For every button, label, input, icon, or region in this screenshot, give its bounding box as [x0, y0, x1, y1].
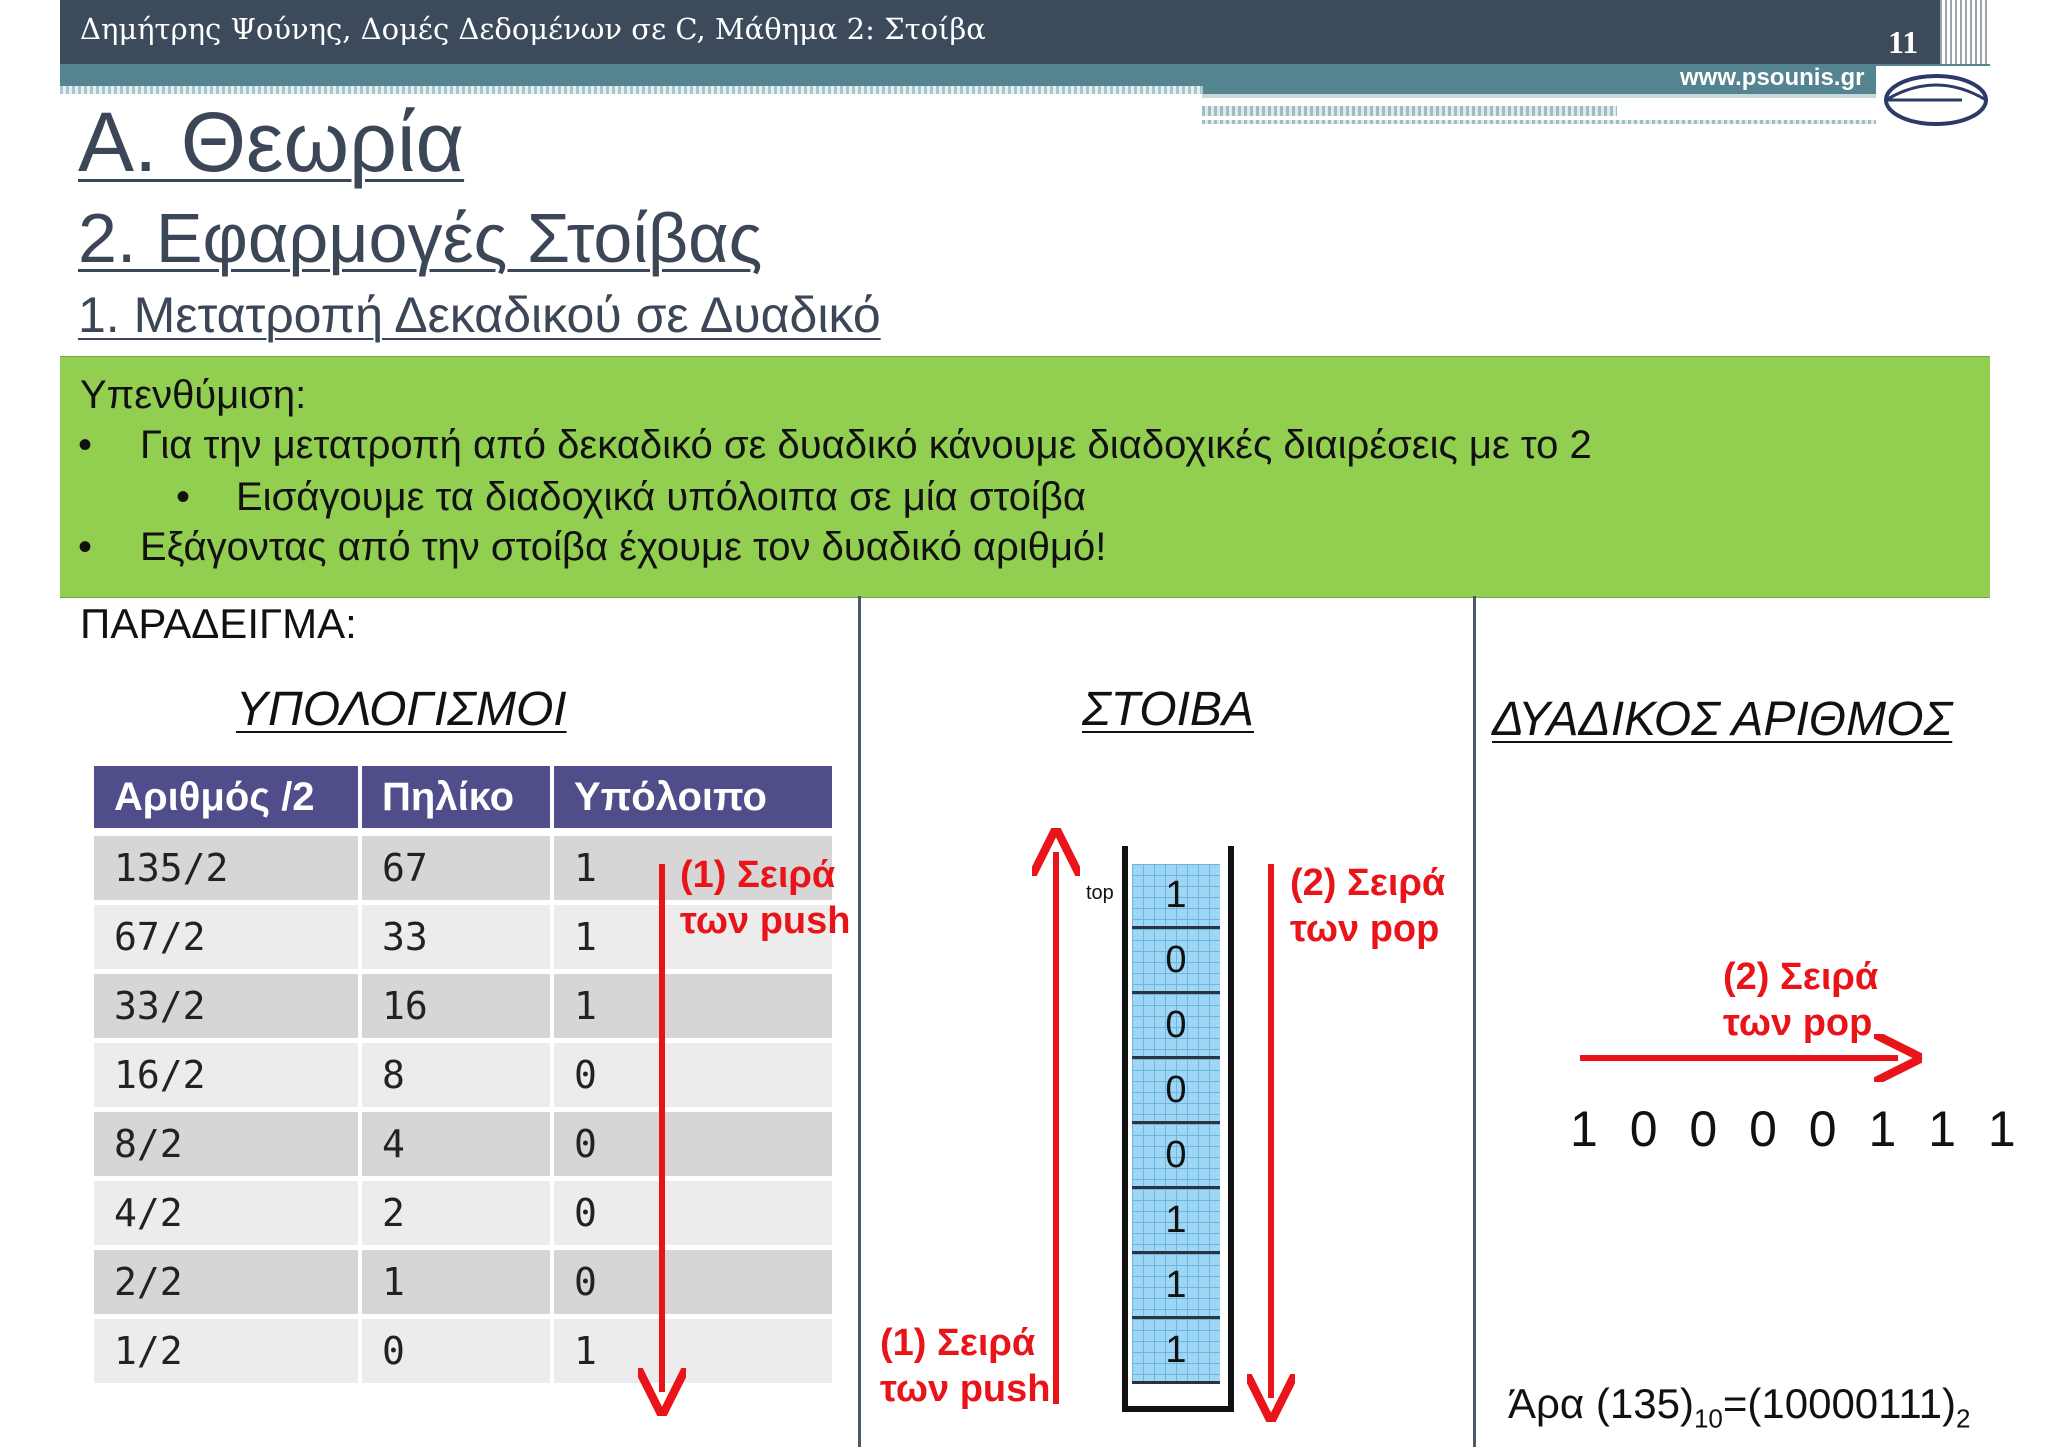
website-url: www.psounis.gr	[1680, 64, 1865, 91]
cell-quotient: 33	[360, 903, 552, 972]
column-header-remainder: Υπόλοιπο	[552, 766, 832, 832]
calculations-title: ΥΠΟΛΟΓΙΣΜΟΙ	[236, 683, 567, 736]
subsection-heading: 2. Εφαρμογές Στοίβας	[78, 199, 763, 277]
pop-order-label	[1290, 860, 1445, 952]
cell-division: 67/2	[94, 903, 360, 972]
result-prefix: Άρα (135)	[1508, 1380, 1694, 1427]
table-row	[94, 1248, 832, 1317]
cell-remainder: 1	[552, 1317, 832, 1386]
table-row	[94, 972, 832, 1041]
binary-title: ΔΥΑΔΙΚΟΣ ΑΡΙΘΜΟΣ	[1492, 693, 1953, 746]
push-order-label-line1: (1) Σειρά	[880, 1322, 1036, 1364]
cell-quotient: 2	[360, 1179, 552, 1248]
stack-cell: 1	[1132, 1189, 1220, 1254]
pop-order-label-line1: (2) Σειρά	[1723, 956, 1879, 998]
cell-remainder: 0	[552, 1041, 832, 1110]
result-base-10: 10	[1693, 1403, 1723, 1434]
slide-number: 11	[1888, 24, 1919, 60]
conversion-result	[1508, 1380, 1970, 1434]
bullet-icon: •	[78, 423, 93, 467]
cell-remainder: 0	[552, 1248, 832, 1317]
stack-title: ΣΤΟΙΒΑ	[1082, 683, 1254, 736]
push-order-label-line2: των push	[880, 1368, 1051, 1410]
cell-division: 1/2	[94, 1317, 360, 1386]
column-divider	[1473, 596, 1476, 1447]
stack-cell: 0	[1132, 1124, 1220, 1189]
cell-division: 16/2	[94, 1041, 360, 1110]
table-row	[94, 1110, 832, 1179]
section-heading: Α. Θεωρία	[78, 95, 465, 189]
stack-cell: 0	[1132, 994, 1220, 1059]
push-order-label-stack	[880, 1320, 1050, 1412]
column-header-quotient: Πηλίκο	[360, 766, 552, 832]
cell-remainder: 1	[552, 972, 832, 1041]
pop-order-label-binary	[1723, 954, 1878, 1046]
pop-order-label-line1: (2) Σειρά	[1290, 862, 1446, 904]
cell-quotient: 0	[360, 1317, 552, 1386]
push-order-label-line2: των push	[680, 900, 851, 942]
bullet-icon: •	[176, 475, 191, 519]
header-title: Δημήτρης Ψούνης, Δομές Δεδομένων σε C, Μάθημα 2: Στοίβα	[80, 12, 986, 46]
pop-order-label-line2: των pop	[1723, 1002, 1873, 1044]
table-row	[94, 1179, 832, 1248]
header-stripe-lower	[1202, 94, 1877, 128]
table-row	[94, 1041, 832, 1110]
header-stripe	[60, 86, 1203, 94]
table-header-row	[94, 766, 832, 832]
header-decoration	[1940, 0, 1990, 64]
reminder-item: Για την μετατροπή από δεκαδικό σε δυαδικό κάνουμε διαδοχικές διαιρέσεις με το 2	[140, 423, 1592, 467]
push-order-label-line1: (1) Σειρά	[680, 854, 836, 896]
pop-order-label-line2: των pop	[1290, 908, 1440, 950]
cell-remainder: 1	[552, 903, 832, 972]
cell-quotient: 1	[360, 1248, 552, 1317]
topic-heading: 1. Μετατροπή Δεκαδικού σε Δυαδικό	[78, 287, 881, 343]
stack-top-label: top	[1086, 882, 1114, 904]
column-header-number: Αριθμός /2	[94, 766, 360, 832]
bullet-icon: •	[78, 525, 93, 569]
stack-cell: 0	[1132, 929, 1220, 994]
cell-remainder: 0	[552, 1110, 832, 1179]
result-binary: =(10000111)	[1722, 1380, 1956, 1427]
cell-quotient: 16	[360, 972, 552, 1041]
stack-cell: 1	[1132, 1319, 1220, 1384]
stack-cell: 0	[1132, 1059, 1220, 1124]
table-row	[94, 1317, 832, 1386]
cell-quotient: 4	[360, 1110, 552, 1179]
reminder-item: Εξάγοντας από την στοίβα έχουμε τον δυαδικό αριθμό!	[140, 525, 1107, 569]
cell-remainder: 1	[552, 832, 832, 903]
push-order-label	[680, 852, 850, 944]
example-label: ΠΑΡΑΔΕΙΓΜΑ:	[80, 600, 357, 647]
binary-digits: 1 0 0 0 0 1 1 1	[1570, 1101, 2025, 1157]
cell-division: 4/2	[94, 1179, 360, 1248]
cell-quotient: 67	[360, 832, 552, 903]
cell-division: 2/2	[94, 1248, 360, 1317]
reminder-box	[60, 356, 1990, 598]
stack-cell: 1	[1132, 864, 1220, 929]
column-divider	[858, 596, 861, 1447]
cell-division: 33/2	[94, 972, 360, 1041]
psounis-logo-icon	[1876, 66, 1992, 132]
reminder-title: Υπενθύμιση:	[80, 373, 307, 417]
cell-remainder: 0	[552, 1179, 832, 1248]
cell-division: 8/2	[94, 1110, 360, 1179]
result-base-2: 2	[1956, 1403, 1971, 1434]
cell-quotient: 8	[360, 1041, 552, 1110]
reminder-subitem: Εισάγουμε τα διαδοχικά υπόλοιπα σε μία στοίβα	[236, 475, 1087, 519]
cell-division: 135/2	[94, 832, 360, 903]
stack-cell: 1	[1132, 1254, 1220, 1319]
